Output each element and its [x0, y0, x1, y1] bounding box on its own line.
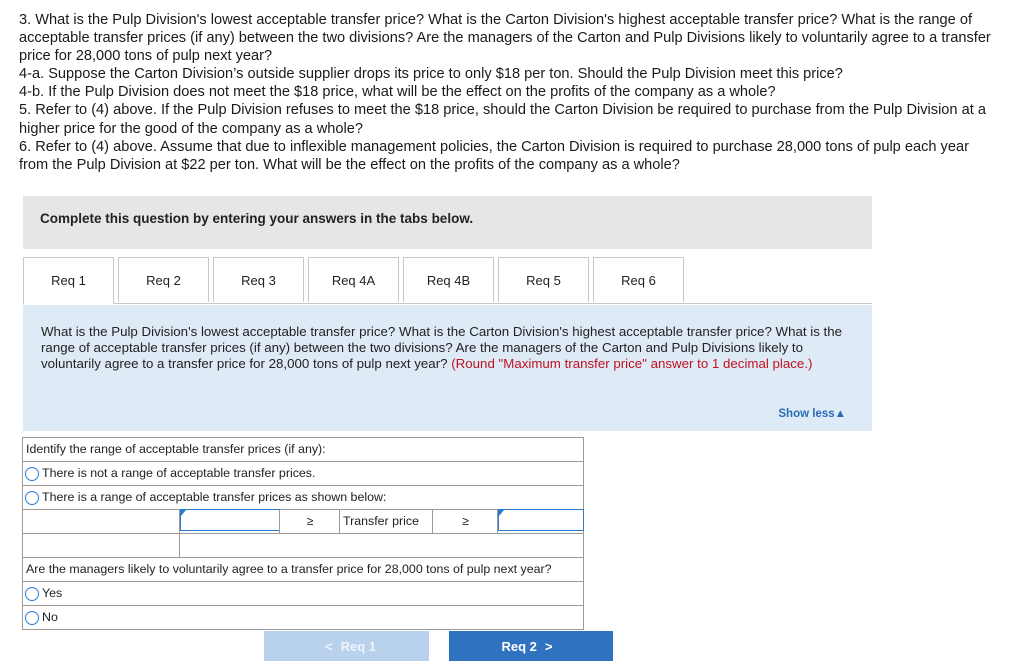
question-4a: 4-a. Suppose the Carton Division’s outside supplier drops its price to only $18 per ton. Should the Pulp Division meet this price?: [19, 66, 843, 83]
tab-req-2[interactable]: Req 2: [118, 257, 209, 302]
range-heading-row: [23, 438, 583, 462]
radio-no-range[interactable]: [25, 467, 39, 481]
spacer-cell: [179, 534, 583, 557]
transfer-price-range-row: [23, 510, 583, 534]
question-5: 5. Refer to (4) above. If the Pulp Division refuses to meet the $18 price, should the Carton Division be required to purchase from the Pulp Division at a higher price for the good of the company as a whole?: [19, 102, 986, 137]
rounding-note: (Round "Maximum transfer price" answer to 1 decimal place.): [451, 356, 813, 372]
tab-req-6[interactable]: Req 6: [593, 257, 684, 302]
answer-table: [22, 437, 584, 630]
max-transfer-price-input[interactable]: [498, 509, 584, 531]
radio-no[interactable]: [25, 611, 39, 625]
option-no-label: No: [42, 610, 58, 624]
tab-req-3[interactable]: Req 3: [213, 257, 304, 302]
ge-symbol-2: ≥: [462, 514, 469, 528]
input-flag-icon: [499, 510, 504, 516]
range-heading: Identify the range of acceptable transfer prices (if any):: [26, 442, 326, 456]
question-3: 3. What is the Pulp Division's lowest acceptable transfer price? What is the Carton Division's highest acceptable transfer price? What is the range of acceptable transfer prices (if any) between the two divisions? Are the managers of the Carton and Pulp Divisions likely to voluntarily agree to a transfer price for 28,000 tons of pulp next year?: [19, 12, 991, 65]
option-yes-label: Yes: [42, 586, 63, 600]
question-text: [19, 11, 999, 174]
chevron-left-icon: <: [325, 639, 333, 654]
tab-req-1[interactable]: Req 1: [23, 257, 114, 304]
tab-req-4b[interactable]: Req 4B: [403, 257, 494, 302]
radio-yes[interactable]: [25, 587, 39, 601]
transfer-price-cell: [339, 510, 432, 533]
show-less-link[interactable]: Show less▲: [778, 408, 846, 420]
prompt-question: What is the Pulp Division's lowest acceptable transfer price? What is the Carton Division's highest acceptable transfer price? What is the range of acceptable transfer prices (if any) between the two divisions? Are the managers of the Carton and Pulp Divisions likely to voluntarily agree to a transfer price for 28,000 tons of pulp next year?: [41, 324, 843, 372]
min-transfer-price-input[interactable]: [180, 509, 280, 531]
min-price-cell: [179, 510, 279, 533]
agree-question-row: [23, 558, 583, 582]
requirement-prompt: [23, 305, 872, 431]
max-price-cell: [497, 510, 583, 533]
option-no-row: [23, 606, 583, 629]
option-range-label: There is a range of acceptable transfer prices as shown below:: [42, 490, 387, 504]
next-req-label: Req 2: [501, 639, 537, 654]
question-4b: 4-b. If the Pulp Division does not meet the $18 price, what will be the effect on the profits of the company as a whole?: [19, 84, 776, 101]
input-flag-icon: [181, 510, 186, 516]
agree-question: Are the managers likely to voluntarily agree to a transfer price for 28,000 tons of pulp next year?: [26, 562, 552, 576]
requirement-tabs: [23, 257, 872, 304]
transfer-price-label: Transfer price: [343, 514, 419, 528]
instruction-banner: [23, 196, 872, 249]
option-range-row: [23, 486, 583, 510]
prompt-text: [41, 324, 851, 373]
tab-divider: [23, 303, 872, 304]
chevron-right-icon: >: [544, 639, 553, 654]
option-yes-row: [23, 582, 583, 606]
spacer-row: [23, 534, 583, 558]
question-6: 6. Refer to (4) above. Assume that due to inflexible management policies, the Carton Division is required to purchase 28,000 tons of pulp each year from the Pulp Division at $22 per ton. What will be the effect on the profits of the company as a whole?: [19, 138, 969, 173]
radio-range[interactable]: [25, 491, 39, 505]
banner-text: Complete this question by entering your answers in the tabs below.: [40, 211, 474, 226]
ge-cell-1: [279, 510, 339, 533]
ge-symbol-1: ≥: [306, 514, 314, 528]
next-req-button[interactable]: [449, 631, 613, 661]
tab-req-4a[interactable]: Req 4A: [308, 257, 399, 302]
previous-req-button[interactable]: [264, 631, 429, 661]
ge-cell-2: [432, 510, 497, 533]
option-no-range-label: There is not a range of acceptable transfer prices.: [42, 466, 316, 480]
previous-req-label: Req 1: [340, 639, 376, 654]
option-no-range-row: [23, 462, 583, 486]
tab-req-5[interactable]: Req 5: [498, 257, 589, 302]
